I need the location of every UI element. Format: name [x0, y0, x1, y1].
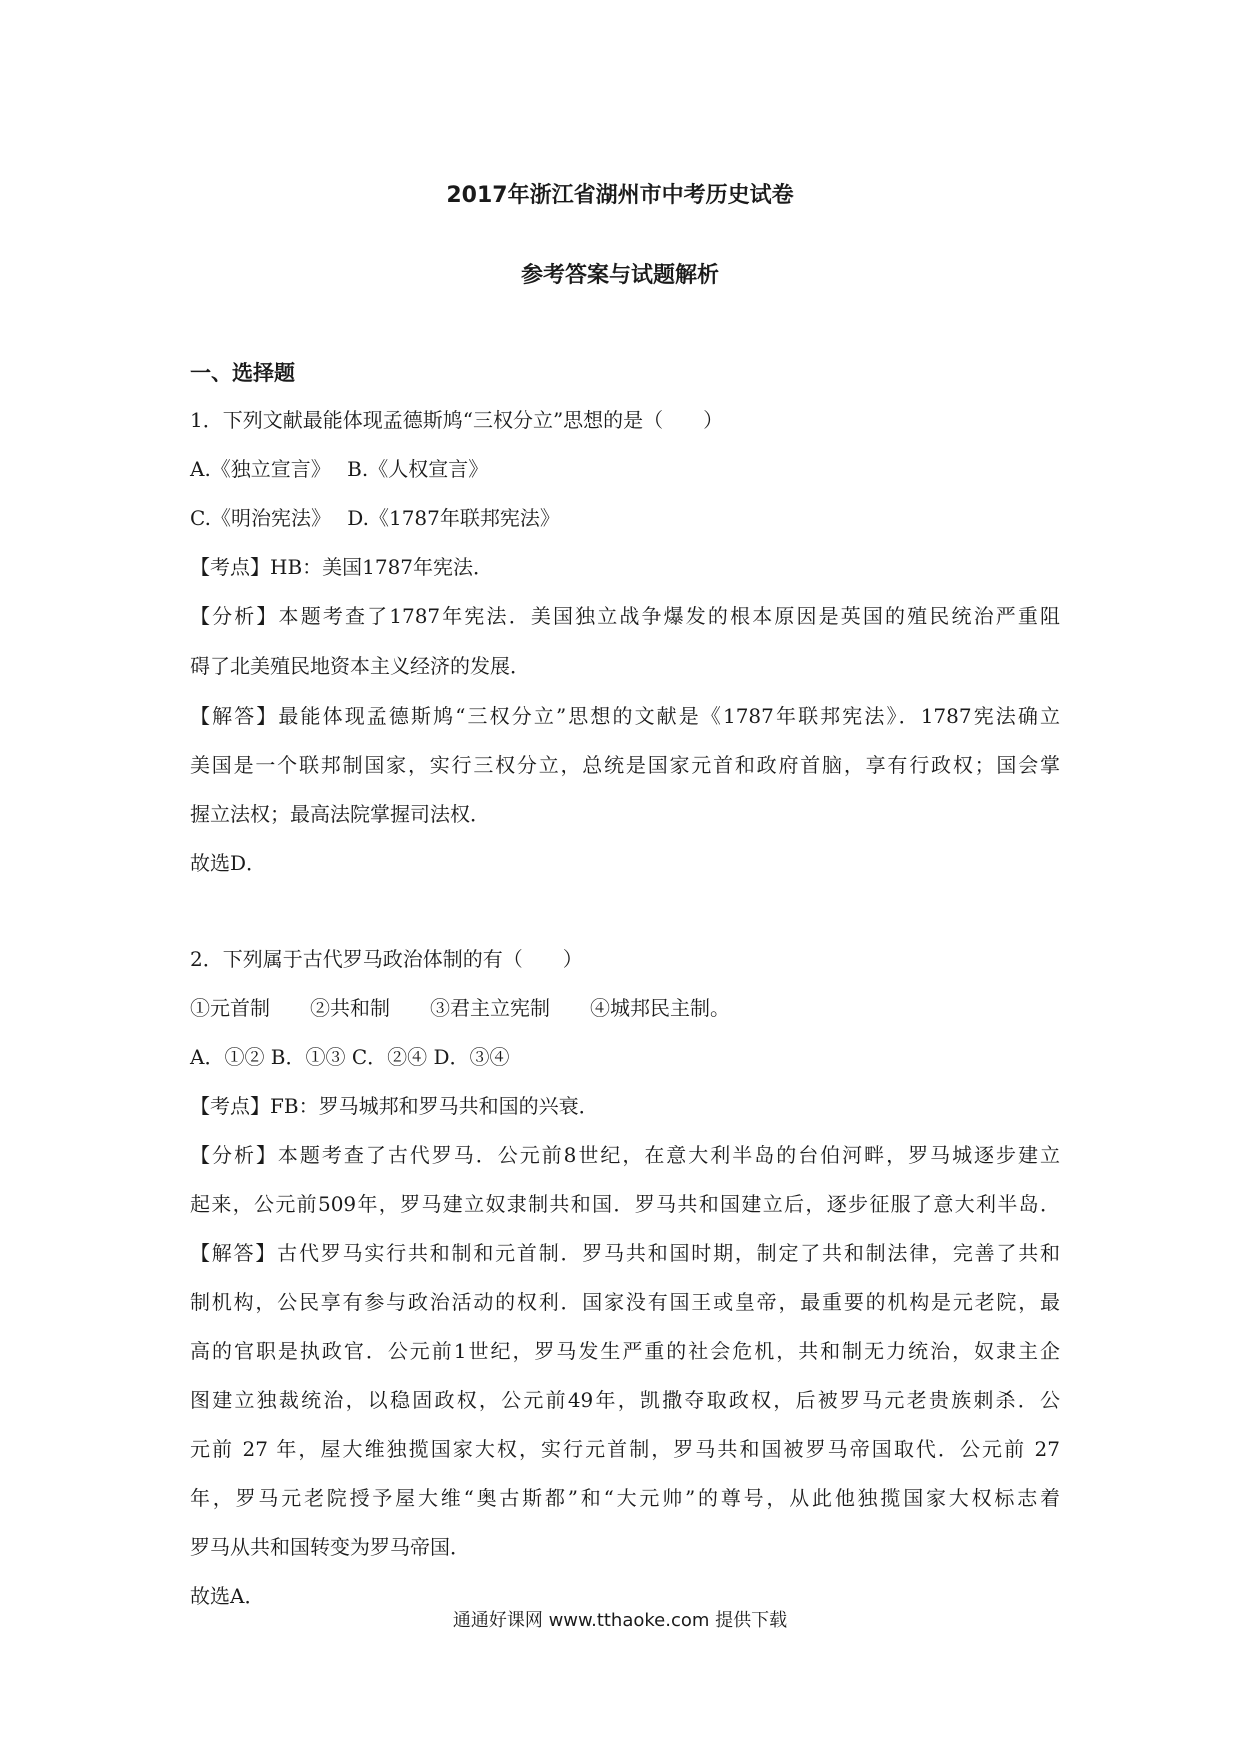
q2-jieda-line-2: 制机构，公民享有参与政治活动的权利．国家没有国王或皇帝，最重要的机构是元老院，最	[190, 1290, 1060, 1314]
document-subtitle: 参考答案与试题解析	[520, 263, 719, 288]
q2-answer: 故选A．	[190, 1584, 265, 1608]
q2-stem: 2．下列属于古代罗马政治体制的有（ ）	[190, 947, 583, 971]
q2-jieda-line-4: 图建立独裁统治，以稳固政权，公元前49年，凯撒夺取政权，后被罗马元老贵族刺杀．公	[190, 1388, 1060, 1412]
q2-kaodian: 【考点】FB：罗马城邦和罗马共和国的兴衰．	[190, 1094, 599, 1118]
q1-jieda-line-3: 握立法权；最高法院掌握司法权．	[190, 802, 490, 826]
q1-kaodian: 【考点】HB：美国1787年宪法．	[190, 555, 494, 579]
q2-jieda-line-3: 高的官职是执政官．公元前1世纪，罗马发生严重的社会危机，共和制无力统治，奴隶主企	[190, 1339, 1060, 1363]
q2-fenxi-line-2: 起来，公元前509年，罗马建立奴隶制共和国．罗马共和国建立后，逐步征服了意大利半岛．	[190, 1192, 1060, 1216]
q1-answer: 故选D．	[190, 851, 267, 875]
document-title: 2017年浙江省湖州市中考历史试卷	[446, 183, 794, 208]
q2-jieda-line-5: 元前 27 年，屋大维独揽国家大权，实行元首制，罗马共和国被罗马帝国取代．公元前 27	[190, 1437, 1060, 1461]
q2-fenxi-line-1: 【分析】本题考查了古代罗马．公元前8世纪，在意大利半岛的台伯河畔，罗马城逐步建立	[190, 1143, 1060, 1167]
q1-jieda-line-2: 美国是一个联邦制国家，实行三权分立，总统是国家元首和政府首脑，享有行政权；国会掌	[190, 753, 1060, 777]
q2-jieda-line-1: 【解答】古代罗马实行共和制和元首制．罗马共和国时期，制定了共和制法律，完善了共和	[190, 1241, 1060, 1265]
q1-options-ab: A.《独立宣言》 B.《人权宣言》	[190, 457, 489, 481]
q1-fenxi-line-2: 碍了北美殖民地资本主义经济的发展．	[190, 654, 530, 678]
section-heading: 一、选择题	[190, 361, 295, 385]
q1-jieda-line-1: 【解答】最能体现孟德斯鸠“三权分立”思想的文献是《1787年联邦宪法》．1787宪法确立	[190, 704, 1060, 728]
q1-stem: 1．下列文献最能体现孟德斯鸠“三权分立”思想的是（ ）	[190, 408, 724, 432]
q2-items: ①元首制 ②共和制 ③君主立宪制 ④城邦民主制。	[190, 996, 730, 1020]
q2-jieda-line-6: 年，罗马元老院授予屋大维“奥古斯都”和“大元帅”的尊号，从此他独揽国家大权标志着	[190, 1486, 1060, 1510]
q2-options: A．①② B．①③ C．②④ D．③④	[190, 1045, 510, 1069]
q1-fenxi-line-1: 【分析】本题考查了1787年宪法．美国独立战争爆发的根本原因是英国的殖民统治严重阻	[190, 604, 1060, 628]
footer-source: 通通好课网 www.tthaoke.com 提供下载	[452, 1610, 788, 1631]
q2-jieda-line-7: 罗马从共和国转变为罗马帝国．	[190, 1535, 470, 1559]
q1-options-cd: C.《明治宪法》 D.《1787年联邦宪法》	[190, 506, 560, 530]
